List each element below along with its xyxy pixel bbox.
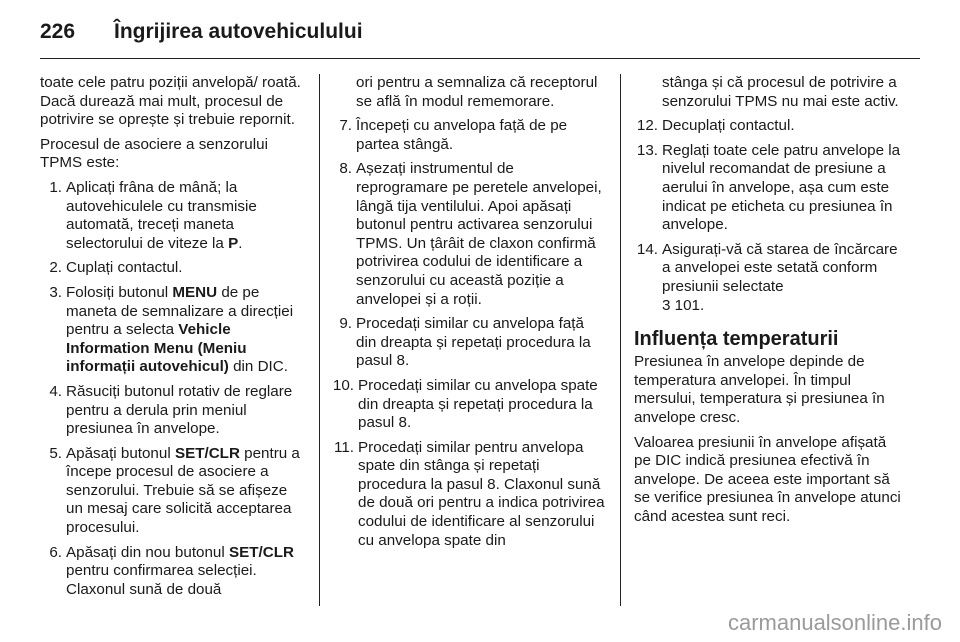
- steps-list-2: [330, 117, 608, 550]
- list-item: 9. Procedați similar cu anvelopa față din dreapta și repetați procedura la pasul 8.: [339, 315, 591, 370]
- list-item: 3. Folosiți butonul MENU de pe maneta de semnalizare a direcției pentru a selecta Vehicle Information Menu (Meniu informații autovehicul) din DIC.: [49, 283, 294, 376]
- column-2: [330, 74, 608, 556]
- chapter-title: Îngrijirea autovehiculului: [114, 20, 363, 43]
- list-item: 14. Asigurați-vă că starea de încărcare a anvelopei este setată conform presiunii selectate 3 101.: [636, 240, 898, 314]
- list-item: 12. Decuplați contactul.: [636, 117, 795, 135]
- list-item: 1. Aplicați frâna de mână; la autovehiculele cu transmisie automată, treceți maneta selectorului de viteze la P.: [49, 178, 257, 252]
- page-header: [40, 18, 920, 59]
- watermark: carmanualsonline.info: [727, 610, 942, 635]
- list-item: 8. Așezați instrumentul de reprogramare pe peretele anvelopei, lângă tija ventilului. Apoi apăsați butonul pentru activarea senzorului TPMS. Un țârâit de claxon confirmă potrivirea codului de identificare a senzorului cu această poziție a anvelopei și a roții.: [339, 160, 602, 308]
- section-heading: Influența temperaturii: [634, 328, 839, 351]
- list-item: 10. Procedați similar cu anvelopa spate din dreapta și repetați procedura la pasul 8.: [332, 376, 598, 432]
- process-intro: Procesul de asociere a senzorului TPMS este:: [40, 135, 268, 172]
- steps-list-3: [634, 117, 902, 315]
- list-item: 11. Procedați similar pentru anvelopa spate din stânga și repetați procedura la pasul 8. Claxonul sună de două ori pentru a indica potrivirea codului de identificare al senzorului cu anvelopa spate din: [334, 438, 605, 549]
- page-reference-link[interactable]: 3 101.: [662, 296, 705, 314]
- list-item: 7. Începeți cu anvelopa față de pe partea stângă.: [339, 117, 568, 153]
- list-item: 4. Răsuciți butonul rotativ de reglare pentru a derula prin meniul presiunea în anvelope.: [49, 382, 293, 438]
- column-3: [634, 74, 902, 532]
- column-divider-2: [620, 74, 621, 606]
- column-1: [40, 74, 308, 605]
- list-item: 6. Apăsați din nou butonul SET/CLR pentru confirmarea selecției. Claxonul sună de două: [49, 543, 294, 598]
- page-number: 226: [40, 20, 76, 43]
- list-item: 2. Cuplați contactul.: [49, 259, 183, 277]
- list-item: 5. Apăsați butonul SET/CLR pentru a începe procesul de asociere a senzorului. Trebuie să se afișeze un mesaj care solicită acceptarea procesului.: [49, 444, 300, 537]
- list-item: 13. Reglați toate cele patru anvelope la nivelul recomandat de presiune a aerului în anvelope, așa cum este indicat pe eticheta cu presiunea în anvelope.: [636, 141, 901, 234]
- intro-paragraph: toate cele patru poziții anvelopă/ roată. Dacă durează mai mult, procesul de potrivire se oprește și trebuie repornit.: [40, 74, 301, 129]
- step-6-continued: ori pentru a semnaliza că receptorul se află în modul rememorare.: [356, 74, 598, 110]
- temperature-paragraph-2: Valoarea presiunii în anvelope afișată pe DIC indică presiunea efectivă în anvelope. De aceea este important să se verifice presiunea în anvelope atunci când acestea sunt reci.: [634, 433, 901, 525]
- steps-list-1: [40, 179, 308, 599]
- step-11-continued: stânga și că procesul de potrivire a senzorului TPMS nu mai este activ.: [662, 74, 899, 110]
- column-divider-1: [319, 74, 320, 606]
- temperature-paragraph-1: Presiunea în anvelope depinde de temperatura anvelopei. În timpul mersului, temperatura și presiunea în anvelope cresc.: [634, 353, 885, 426]
